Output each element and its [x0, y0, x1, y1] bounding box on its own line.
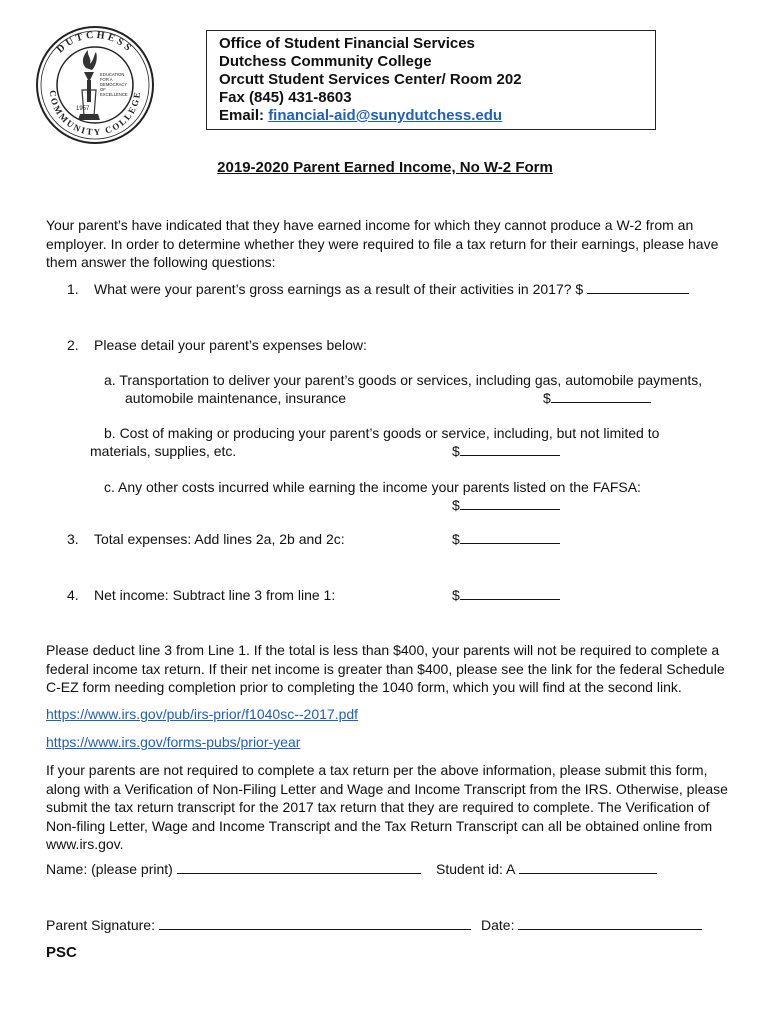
q2-number: 2. [67, 337, 79, 353]
q2b-line2: materials, supplies, etc. [90, 443, 237, 459]
q3-answer-field[interactable] [460, 531, 560, 544]
q2c-dollar: $ [452, 497, 460, 513]
q2c-answer [452, 496, 560, 514]
office-contact-box [206, 30, 656, 130]
q2b-dollar: $ [452, 443, 460, 459]
q2a-dollar: $ [543, 390, 551, 406]
q4-number: 4. [67, 587, 79, 603]
q1-answer-field[interactable] [587, 281, 689, 294]
email-label: Email: [219, 107, 265, 124]
q2a-answer [543, 389, 651, 407]
q4-answer-field[interactable] [460, 587, 560, 600]
form-title: 2019-2020 Parent Earned Income, No W-2 Form [217, 159, 553, 176]
submit-paragraph: If your parents are not required to complete a tax return per the above information, please submit this form, along with a Verification of Non-Filing Letter and Wage and Income Transcript from the IRS. Otherwise, please submit the tax return transcript for the 2017 tax return that they are required to complete. The Verification of Non-filing Letter, Wage and Income Transcript and the Tax Return Transcript can all be obtained online from www.irs.gov. [46, 762, 728, 852]
q3-dollar: $ [452, 531, 460, 547]
q3-answer [452, 530, 560, 548]
form-code: PSC [46, 944, 77, 961]
signature-label: Parent Signature: [46, 917, 155, 933]
q1-label: What were your parent’s gross earnings as a result of their activities in 2017? $ [94, 281, 584, 297]
deduct-paragraph: Please deduct line 3 from Line 1. If the total is less than $400, your parents will not be required to complete a federal income tax return. If their net income is greater than $400, please see the link for the federal Schedule C-EZ form needing completion prior to completing the 1040 form, which you will find at the second link. [46, 642, 725, 695]
seal-arc-top: DUTCHESS [54, 29, 136, 56]
q4-answer [452, 586, 560, 604]
name-field[interactable] [177, 861, 421, 874]
student-id-row [436, 860, 657, 878]
college-name: Dutchess Community College [219, 53, 432, 70]
intro-paragraph: Your parent’s have indicated that they have earned income for which they cannot produce a W-2 from an employer. In order to determine whether they were required to file a tax return for their earnings, please have them answer the following questions: [46, 217, 719, 270]
q2a-answer-field[interactable] [551, 390, 651, 403]
q2a-line1: a. Transportation to deliver your parent’s goods or services, including gas, automobile payments, [104, 372, 703, 388]
q3-text: Total expenses: Add lines 2a, 2b and 2c: [94, 531, 345, 547]
q2b-answer-field[interactable] [460, 443, 560, 456]
q1-text [94, 280, 689, 298]
q2b-answer [452, 442, 560, 460]
seal-motto-3: DEMOCRACY [100, 82, 128, 87]
signature-row [46, 916, 471, 934]
seal-motto-2: FOR A [100, 77, 113, 82]
date-label: Date: [481, 917, 515, 933]
name-label: Name: (please print) [46, 861, 173, 877]
seal-arc-bottom: COMMUNITY COLLEGE [47, 89, 143, 138]
office-fax: Fax (845) 431-8603 [219, 89, 352, 106]
office-name: Office of Student Financial Services [219, 35, 475, 52]
q1-number: 1. [67, 281, 79, 297]
name-row [46, 860, 421, 878]
q4-text: Net income: Subtract line 3 from line 1: [94, 587, 336, 603]
schedule-c-link[interactable]: https://www.irs.gov/pub/irs-prior/f1040sc--2017.pdf [46, 706, 359, 722]
seal-motto-1: EDUCATION [100, 72, 125, 77]
q2-text: Please detail your parent’s expenses below: [94, 337, 367, 353]
office-email-row [219, 107, 643, 125]
seal-motto-4: OF [100, 87, 106, 92]
prior-year-forms-link[interactable]: https://www.irs.gov/forms-pubs/prior-year [46, 734, 301, 750]
q2c-line1: c. Any other costs incurred while earning the income your parents listed on the FAFSA: [104, 479, 641, 495]
q3-number: 3. [67, 531, 79, 547]
email-link[interactable]: financial-aid@sunydutchess.edu [268, 107, 503, 124]
student-id-field[interactable] [519, 861, 657, 874]
date-field[interactable] [518, 917, 702, 930]
signature-field[interactable] [159, 917, 471, 930]
office-room: Orcutt Student Services Center/ Room 202 [219, 71, 522, 88]
q4-dollar: $ [452, 587, 460, 603]
q2a-line2: automobile maintenance, insurance [125, 390, 347, 406]
college-seal-logo [34, 24, 156, 146]
date-row [481, 916, 702, 934]
seal-motto-5: EXCELLENCE [100, 92, 128, 97]
q2c-answer-field[interactable] [460, 497, 560, 510]
seal-year: 1957 [76, 106, 90, 112]
student-id-label: Student id: A [436, 861, 515, 877]
q2b-line1: b. Cost of making or producing your parent’s goods or service, including, but not limited to [104, 425, 660, 441]
